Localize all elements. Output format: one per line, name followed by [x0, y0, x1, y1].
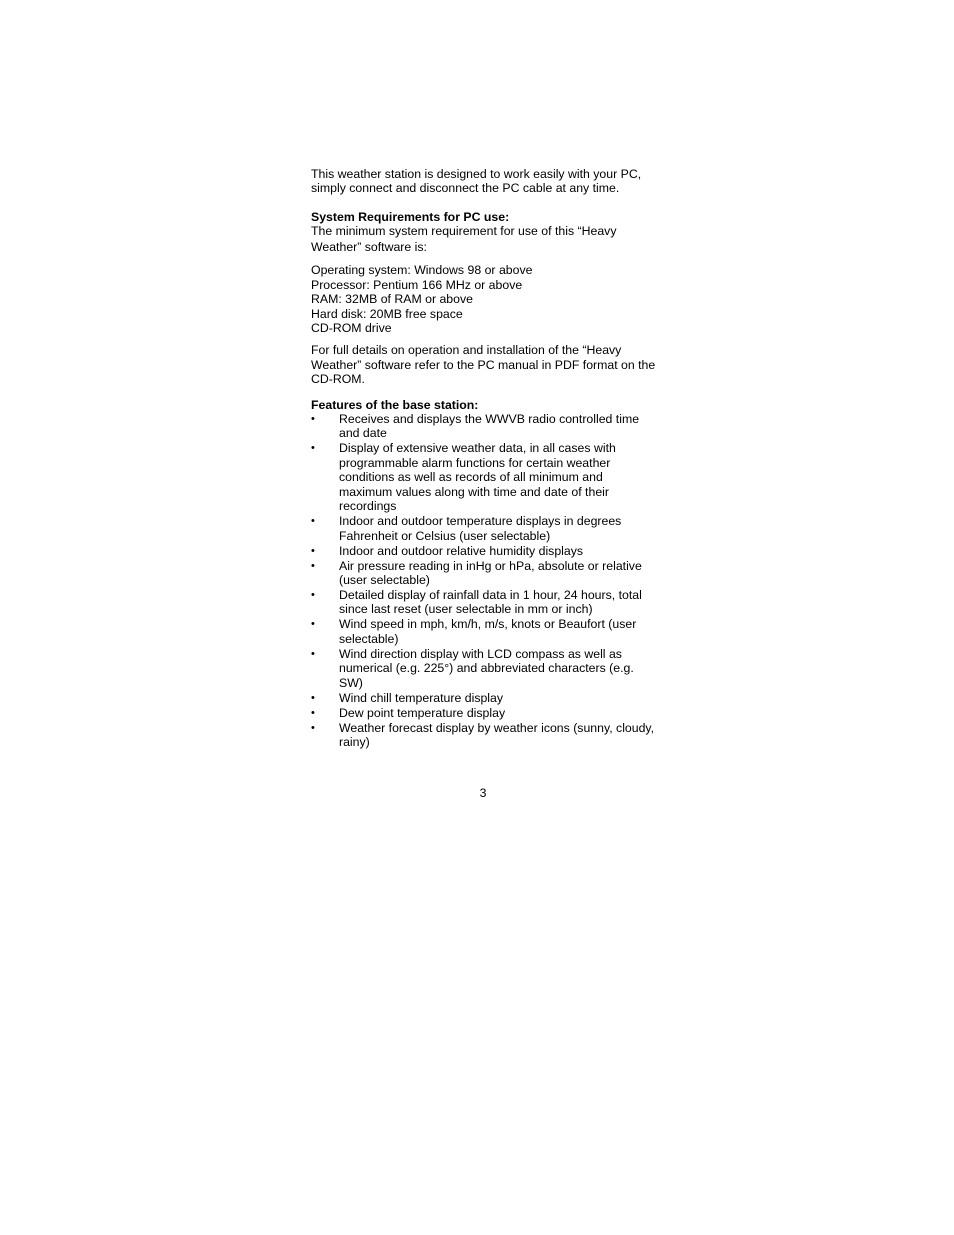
feature-item [311, 441, 656, 513]
feature-text: Wind speed in mph, km/h, m/s, knots or Beaufort (user selectable) [339, 617, 637, 646]
feature-text: Indoor and outdoor relative humidity displays [339, 543, 584, 558]
feature-item [311, 514, 656, 543]
requirement-item: CD-ROM drive [311, 321, 392, 336]
feature-item [311, 559, 656, 588]
requirement-item: Operating system: Windows 98 or above [311, 263, 533, 278]
feature-item [311, 721, 656, 750]
page-number: 3 [479, 786, 487, 800]
feature-text: Indoor and outdoor temperature displays in degrees Fahrenheit or Celsius (user selectable) [339, 514, 622, 543]
bullet-icon: • [311, 413, 315, 426]
intro-paragraph: This weather station is designed to work easily with your PC, simply connect and disconnect the PC cable at any time. [311, 167, 642, 196]
bullet-icon: • [311, 618, 315, 631]
feature-text: Dew point temperature display [339, 705, 506, 720]
feature-item [311, 588, 656, 617]
feature-item [311, 691, 656, 705]
bullet-icon: • [311, 515, 315, 528]
feature-text: Wind chill temperature display [339, 690, 504, 705]
bullet-icon: • [311, 588, 315, 601]
feature-text: Receives and displays the WWVB radio controlled time and date [339, 412, 640, 441]
page-content [311, 167, 656, 750]
software-details-paragraph: For full details on operation and installation of the “Heavy Weather” software refer to the PC manual in PDF format on the CD-ROM. [311, 343, 656, 387]
bullet-icon: • [311, 442, 315, 455]
bullet-icon: • [311, 706, 315, 719]
feature-item [311, 617, 656, 646]
feature-item [311, 647, 656, 690]
feature-text: Air pressure reading in inHg or hPa, absolute or relative (user selectable) [339, 558, 642, 587]
feature-item [311, 544, 656, 558]
features-list [311, 412, 656, 749]
bullet-icon: • [311, 559, 315, 572]
requirement-item: Hard disk: 20MB free space [311, 306, 463, 321]
feature-item [311, 412, 656, 441]
system-requirements-intro: The minimum system requirement for use of this “Heavy Weather” software is: [311, 224, 617, 254]
feature-text: Weather forecast display by weather icons (sunny, cloudy, rainy) [339, 720, 655, 749]
bullet-icon: • [311, 691, 315, 704]
bullet-icon: • [311, 544, 315, 557]
system-requirements-list [311, 263, 656, 335]
feature-text: Display of extensive weather data, in all cases with programmable alarm functions for certain weather conditions as well as records of all minimum and maximum values along with time and date of their recordings [339, 441, 616, 514]
requirement-item: Processor: Pentium 166 MHz or above [311, 277, 523, 292]
feature-text: Wind direction display with LCD compass as well as numerical (e.g. 225°) and abbreviated characters (e.g. SW) [339, 646, 634, 690]
feature-item [311, 706, 656, 720]
requirement-item: RAM: 32MB of RAM or above [311, 292, 473, 307]
bullet-icon: • [311, 647, 315, 660]
bullet-icon: • [311, 721, 315, 734]
system-requirements-heading: System Requirements for PC use: [311, 209, 510, 224]
feature-text: Detailed display of rainfall data in 1 hour, 24 hours, total since last reset (user selectable in mm or inch) [339, 587, 642, 617]
features-heading: Features of the base station: [311, 397, 479, 412]
